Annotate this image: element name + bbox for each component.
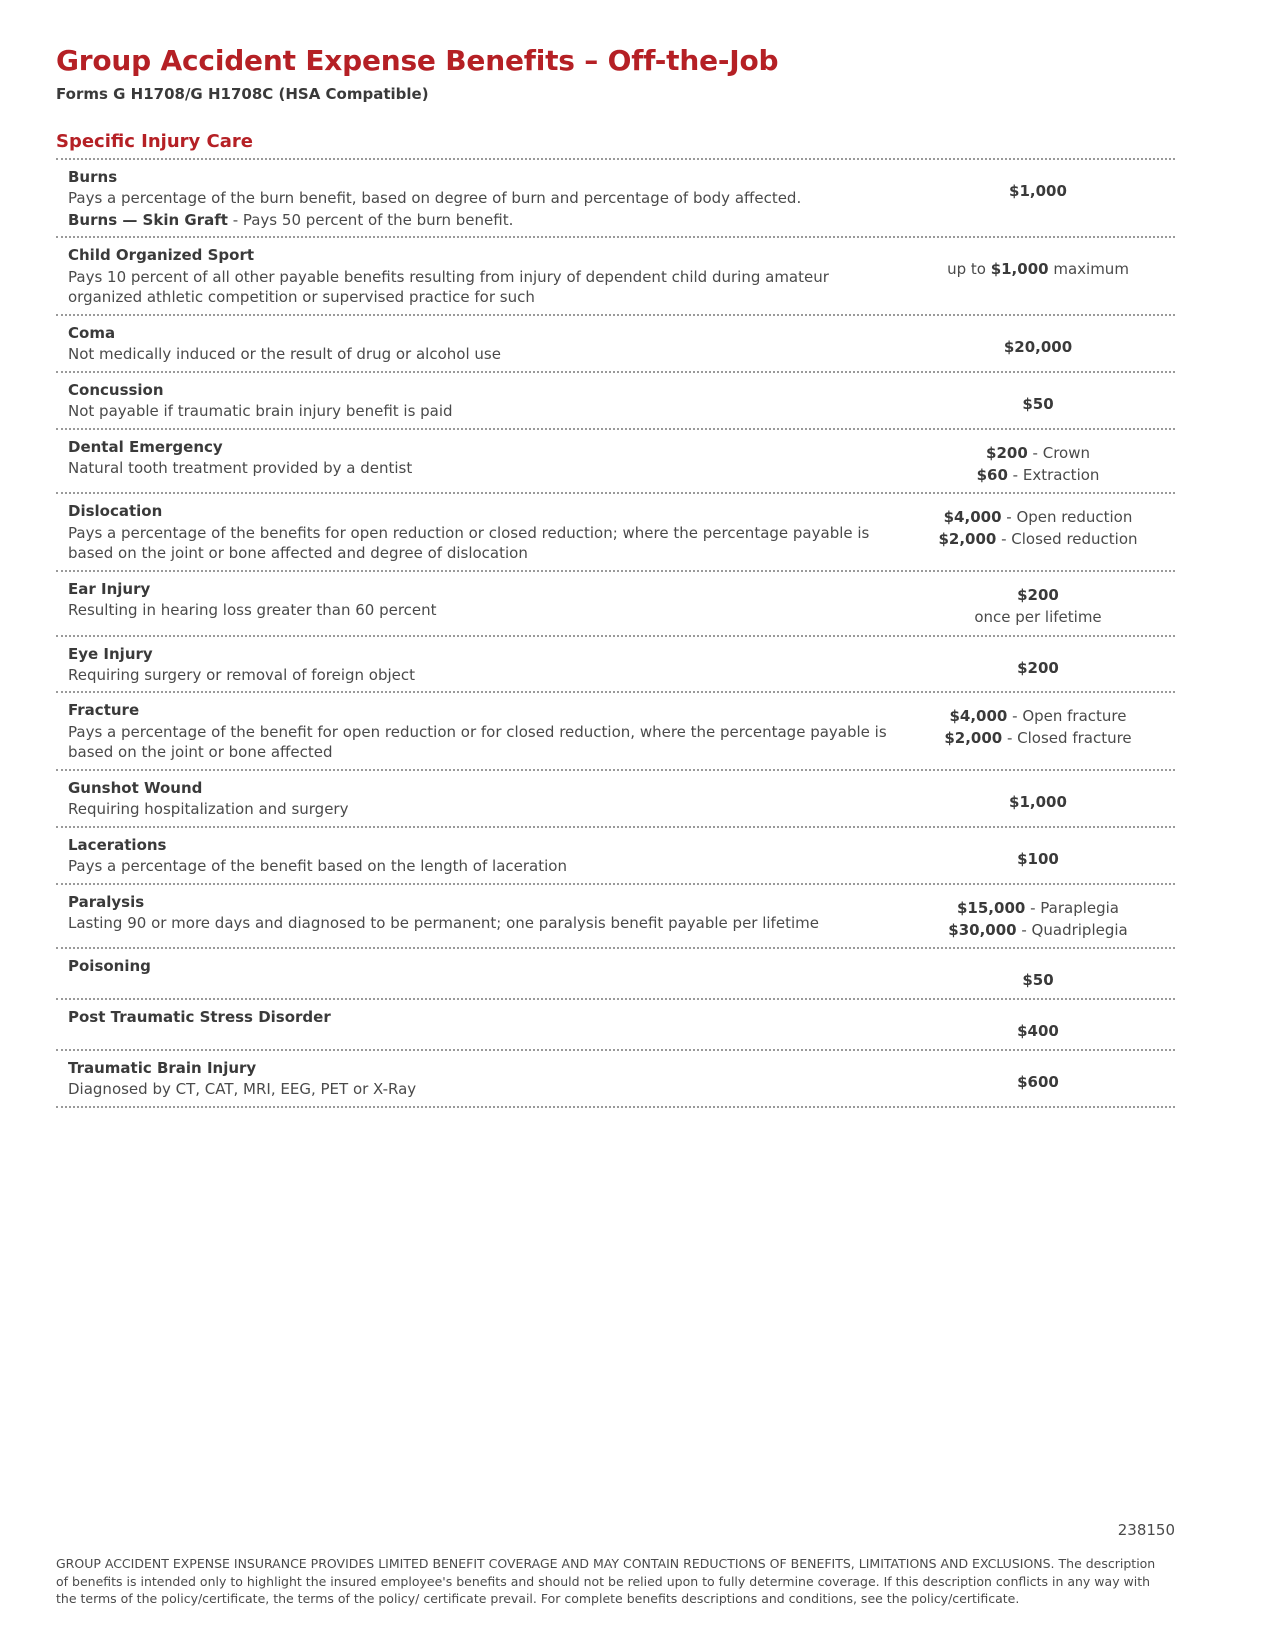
benefit-description-cell [56,167,901,231]
section-title: Specific Injury Care [56,130,253,152]
benefit-amount [901,585,1175,607]
benefit-amount-cell [901,323,1175,359]
benefit-amount-cell [901,956,1175,992]
table-row [56,430,1175,493]
amount-value: $1,000 [1009,181,1067,200]
amount-value: $60 [976,465,1008,484]
benefit-amount-cell [901,380,1175,416]
benefit-amount [901,394,1175,416]
amount-value: $200 [1017,586,1059,605]
benefit-description-cell [56,501,901,564]
amount-suffix: - Crown [1027,443,1090,462]
benefit-amount-cell [901,167,1175,203]
benefit-name: Dental Emergency [68,437,223,456]
table-row [56,637,1175,692]
amount-value: $2,000 [944,729,1003,748]
amount-value: $100 [1017,850,1059,869]
amount-suffix: - Closed reduction [996,530,1138,549]
benefit-amount-cell [901,644,1175,680]
benefit-amount [901,920,1175,942]
benefit-amount [901,658,1175,680]
table-row [56,1000,1175,1049]
benefit-name: Dislocation [68,502,163,521]
amount-value: $15,000 [957,898,1026,917]
amount-suffix: - Extraction [1007,465,1100,484]
benefit-amount [901,898,1175,920]
table-row [56,494,1175,570]
benefit-amount-cell [901,1058,1175,1094]
amount-value: $50 [1022,394,1054,413]
table-row [56,1051,1175,1106]
benefit-amount [901,507,1175,529]
document-number: 238150 [1117,1520,1175,1539]
benefit-amount [901,1072,1175,1094]
benefit-amount-cell [901,892,1175,942]
benefit-amount-cell [901,245,1175,281]
benefit-description-cell [56,1007,901,1027]
benefit-name: Poisoning [68,957,151,976]
table-row [56,885,1175,948]
amount-value: $200 [986,443,1028,462]
amount-suffix: - Open fracture [1007,707,1127,726]
benefit-amount-cell [901,835,1175,871]
benefit-amount [901,443,1175,465]
benefit-amount [901,259,1175,281]
amount-value: $50 [1022,971,1054,990]
benefit-name: Eye Injury [68,644,153,663]
table-row [56,316,1175,371]
amount-value: $20,000 [1003,338,1073,357]
page-title: Group Accident Expense Benefits – Off-the-Job [56,44,779,77]
benefit-description: Pays a percentage of the benefit based on the length of laceration [68,857,567,876]
amount-value: $1,000 [1009,793,1067,812]
benefit-amount [901,529,1175,551]
benefit-amount [901,465,1175,487]
benefit-name: Lacerations [68,836,167,855]
benefit-description-cell [56,644,901,686]
page-footer [56,1521,1219,1608]
benefit-amount [901,849,1175,871]
amount-suffix: once per lifetime [974,607,1102,626]
benefit-description-cell [56,700,901,763]
benefit-description: Not payable if traumatic brain injury benefit is paid [68,402,453,421]
benefit-amount [901,970,1175,992]
benefit-description: Lasting 90 or more days and diagnosed to be permanent; one paralysis benefit payable per lifetime [68,914,819,933]
amount-value: $4,000 [943,508,1002,527]
benefit-description: Resulting in hearing loss greater than 60 percent [68,601,437,620]
table-row [56,572,1175,635]
benefit-description-cell [56,1058,901,1100]
disclaimer-text: GROUP ACCIDENT EXPENSE INSURANCE PROVIDES LIMITED BENEFIT COVERAGE AND MAY CONTAIN REDUCTIONS OF BENEFITS, LIMITATIONS AND EXCLUSIONS. The description of benefits is intended only to highlight the insured employee's benefits and should not be relied upon to fully determine coverage. If this description conflicts in any way with the terms of the policy/certificate, the terms of the policy/ certificate prevail. For complete benefits descriptions and conditions, see the policy/certificate. [56,1555,1156,1607]
benefit-name: Fracture [68,701,140,720]
amount-value: $4,000 [949,707,1008,726]
benefit-description: Natural tooth treatment provided by a dentist [68,459,413,478]
benefit-name: Ear Injury [68,580,151,599]
table-row [56,160,1175,237]
amount-value: $400 [1017,1022,1059,1041]
benefit-amount-cell [901,700,1175,750]
amount-value: $600 [1017,1072,1059,1091]
table-row [56,373,1175,428]
amount-suffix: - Closed fracture [1002,729,1132,748]
benefit-name: Burns [68,167,118,186]
benefit-amount [901,181,1175,203]
benefit-amount-cell [901,778,1175,814]
table-row [56,771,1175,826]
amount-prefix: up to [947,260,991,279]
benefit-description: Requiring hospitalization and surgery [68,800,349,819]
benefit-amount [901,792,1175,814]
amount-suffix: - Quadriplegia [1016,920,1128,939]
amount-value: $1,000 [990,260,1049,279]
benefit-description: Pays a percentage of the benefits for open reduction or closed reduction; where the percentage payable is based on the joint or bone affected and degree of dislocation [68,523,870,563]
benefit-subnote [68,210,901,231]
benefit-description-cell [56,437,901,479]
table-row [56,693,1175,769]
amount-suffix: maximum [1048,260,1129,279]
benefit-amount [901,1021,1175,1043]
benefit-subnote-label: Burns — Skin Graft [68,210,228,229]
benefit-description-cell [56,778,901,820]
benefit-name: Concussion [68,380,164,399]
benefit-description-cell [56,380,901,422]
benefit-description-cell [56,835,901,877]
benefit-name: Post Traumatic Stress Disorder [68,1008,331,1027]
benefit-description: Pays a percentage of the burn benefit, based on degree of burn and percentage of body affected. [68,189,802,208]
benefit-subnote-text: - Pays 50 percent of the burn benefit. [227,210,514,229]
benefit-amount [901,607,1175,629]
benefit-description-cell [56,323,901,365]
benefit-description: Requiring surgery or removal of foreign object [68,665,415,684]
benefit-amount-cell [901,1007,1175,1043]
benefit-amount [901,706,1175,728]
amount-value: $200 [1017,658,1059,677]
divider [56,1106,1175,1108]
benefit-amount [901,728,1175,750]
amount-value: $30,000 [948,920,1017,939]
benefit-amount [901,337,1175,359]
benefit-name: Paralysis [68,892,145,911]
table-row [56,828,1175,883]
benefit-name: Gunshot Wound [68,779,203,798]
benefit-description: Pays 10 percent of all other payable benefits resulting from injury of dependent child during amateur organized athletic competition or supervised practice for such [68,267,829,307]
amount-suffix: - Paraplegia [1025,898,1119,917]
benefit-description: Pays a percentage of the benefit for open reduction or for closed reduction, where the percentage payable is based on the joint or bone affected [68,722,887,762]
benefit-amount-cell [901,579,1175,629]
benefit-description-cell [56,245,901,308]
benefit-name: Coma [68,324,116,343]
benefit-amount-cell [901,501,1175,551]
benefit-description-cell [56,892,901,934]
benefit-description: Not medically induced or the result of drug or alcohol use [68,345,501,364]
table-row [56,238,1175,314]
table-row [56,949,1175,998]
benefit-amount-cell [901,437,1175,487]
amount-value: $2,000 [938,530,997,549]
form-numbers: Forms G H1708/G H1708C (HSA Compatible) [56,84,429,103]
benefit-description-cell [56,956,901,976]
benefit-name: Traumatic Brain Injury [68,1058,257,1077]
benefits-table [56,160,1175,1108]
benefit-description-cell [56,579,901,621]
benefit-description: Diagnosed by CT, CAT, MRI, EEG, PET or X-Ray [68,1080,417,1099]
amount-suffix: - Open reduction [1001,508,1133,527]
benefit-name: Child Organized Sport [68,246,255,265]
